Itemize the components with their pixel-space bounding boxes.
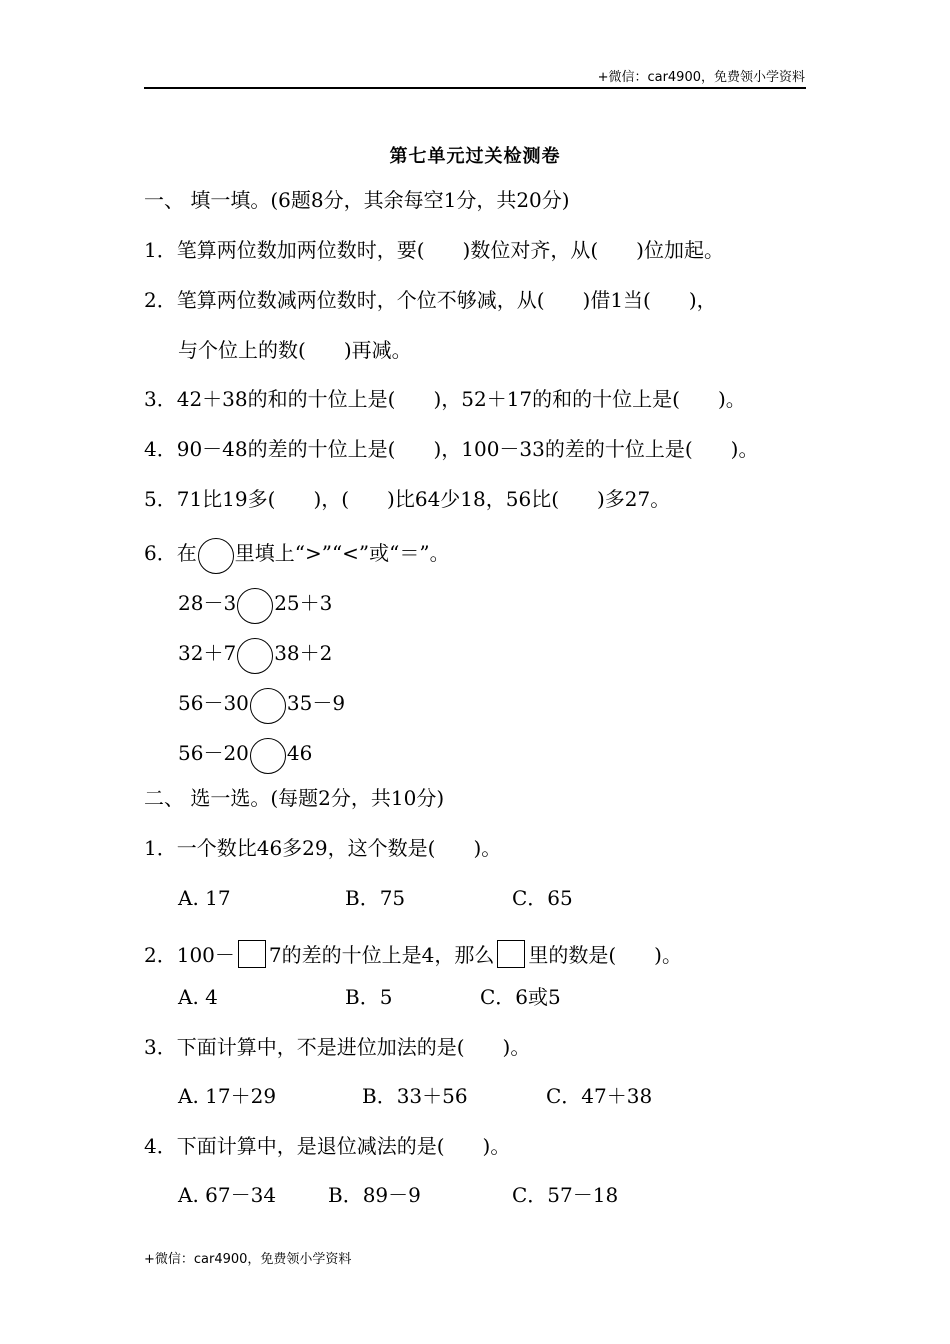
option-c[interactable]: C．65 [512,886,573,910]
compare-row: 56－30 35－9 [178,688,345,724]
answer-circle[interactable] [198,538,234,574]
answer-circle[interactable] [250,688,286,724]
option-a[interactable]: A. 4 [178,985,218,1009]
s2-question-2: 2．100－ 7的差的十位上是4，那么 里的数是( )。 [144,940,682,968]
option-c[interactable]: C．47＋38 [546,1084,653,1108]
header-watermark: +微信：car4900，免费领小学资料 [597,70,805,85]
compare-row: 32＋7 38＋2 [178,638,332,674]
option-b[interactable]: B．5 [345,985,393,1009]
s2-question-3: 3．下面计算中，不是进位加法的是( )。 [144,1035,531,1059]
compare-row: 56－20 46 [178,738,312,774]
option-b[interactable]: B．89－9 [328,1183,421,1207]
compare-row: 28－3 25＋3 [178,588,332,624]
answer-circle[interactable] [237,638,273,674]
page-title: 第七单元过关检测卷 [389,146,561,167]
s2-question-4: 4．下面计算中，是退位减法的是( )。 [144,1134,511,1158]
s1-question-1: 1．笔算两位数加两位数时，要( )数位对齐，从( )位加起。 [144,238,724,262]
answer-box[interactable] [238,940,266,968]
answer-circle[interactable] [237,588,273,624]
s1-question-2: 2．笔算两位数减两位数时，个位不够减，从( )借1当( )， [144,288,717,312]
option-a[interactable]: A. 17 [178,886,231,910]
header-rule [144,87,806,89]
answer-circle[interactable] [250,738,286,774]
s1-question-6: 6．在 里填上“>”“<”或“＝”。 [144,538,450,574]
s1-question-5: 5．71比19多( )，( )比64少18，56比( )多27。 [144,487,671,511]
option-c[interactable]: C．57－18 [512,1183,619,1207]
section2-heading: 二、 选一选。(每题2分，共10分) [144,786,445,810]
option-a[interactable]: A. 17＋29 [178,1084,277,1108]
s2-question-1: 1．一个数比46多29，这个数是( )。 [144,836,502,860]
option-b[interactable]: B．33＋56 [362,1084,468,1108]
s1-question-4: 4．90－48的差的十位上是( )，100－33的差的十位上是( )。 [144,437,759,461]
answer-box[interactable] [497,940,525,968]
option-b[interactable]: B．75 [345,886,406,910]
s1-question-3: 3．42＋38的和的十位上是( )，52＋17的和的十位上是( )。 [144,387,746,411]
option-c[interactable]: C．6或5 [480,985,561,1009]
footer-watermark: +微信：car4900，免费领小学资料 [144,1252,352,1267]
option-a[interactable]: A. 67－34 [178,1183,277,1207]
section1-heading: 一、 填一填。(6题8分，其余每空1分，共20分) [144,188,570,212]
s1-question-2-cont: 与个位上的数( )再减。 [178,338,412,362]
